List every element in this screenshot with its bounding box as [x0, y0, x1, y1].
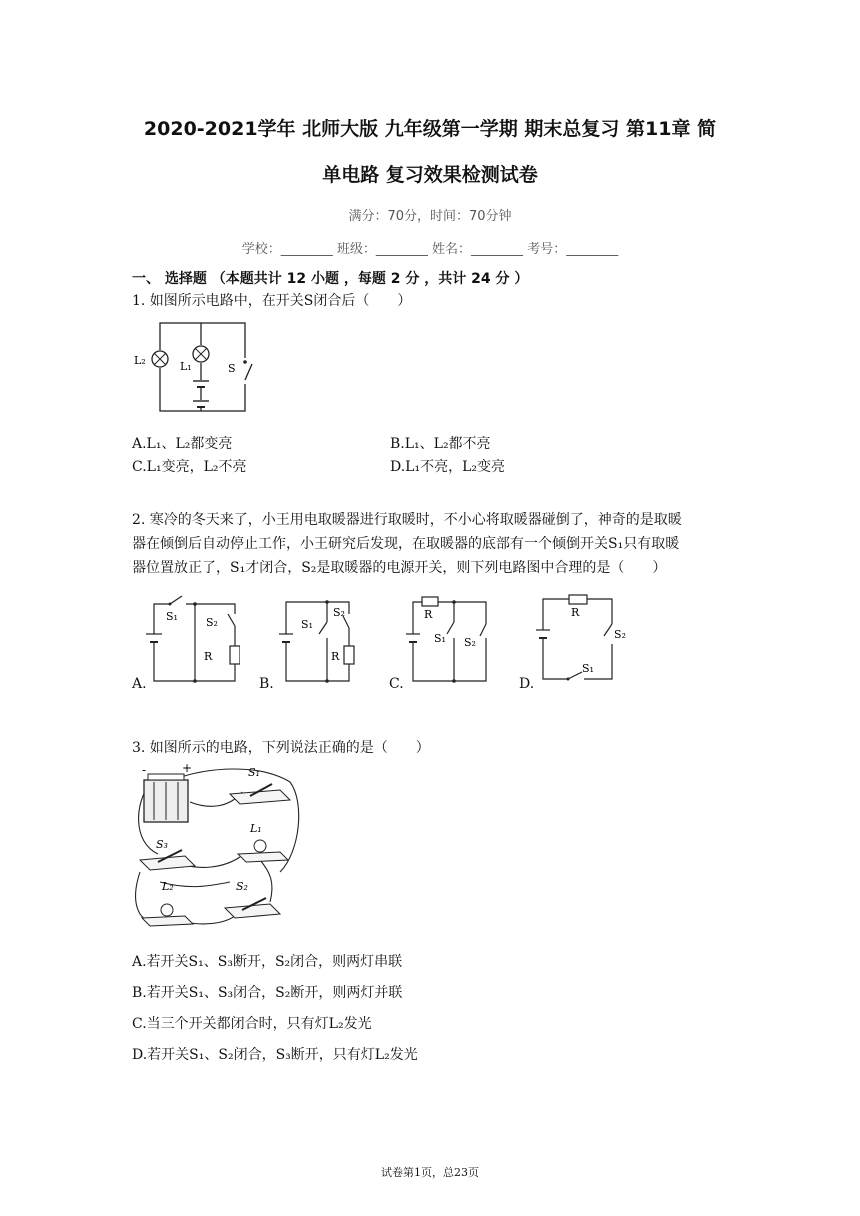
q2-label-b[interactable]: B.	[259, 676, 274, 692]
switch-s3-icon	[140, 850, 195, 870]
label-l1: L₁	[180, 360, 192, 373]
score-time: 满分：70分，时间：70分钟	[348, 209, 512, 224]
q2-figure-a	[140, 594, 240, 688]
svg-text:R: R	[204, 650, 213, 663]
svg-text:S₁: S₁	[248, 766, 260, 779]
lamp-l2-icon	[142, 904, 193, 926]
q2-figure-c	[404, 594, 494, 688]
svg-text:L₂: L₂	[162, 880, 174, 893]
lamp-l1-icon	[238, 840, 288, 862]
lamp-l1-icon	[192, 345, 210, 363]
q1-option-a[interactable]: A.L₁、L₂都变亮	[132, 436, 233, 452]
student-fields: 学校：________ 班级：________ 姓名：________ 考号：________	[241, 242, 619, 257]
label-l2: L₂	[134, 354, 146, 367]
q3-physical-circuit-figure	[130, 762, 305, 934]
svg-text:S₁: S₁	[166, 610, 178, 623]
section-heading: 一、 选择题 （本题共计 12 小题 ，每题 2 分 ，共计 24 分 ）	[132, 271, 529, 287]
svg-text:S₁: S₁	[434, 632, 446, 645]
switch-s2-icon	[225, 898, 280, 918]
q2-line2: 器在倾倒后自动停止工作，小王研究后发现，在取暖器的底部有一个倾倒开关S₁只有取暖	[132, 536, 680, 552]
svg-text:S₂: S₂	[206, 616, 218, 629]
q1-circuit-figure	[132, 318, 262, 418]
q2-figure-d	[534, 594, 634, 688]
svg-text:S₂: S₂	[464, 636, 476, 649]
q3-prompt: 3. 如图所示的电路，下列说法正确的是（ ）	[132, 740, 430, 756]
svg-text:R: R	[571, 606, 580, 619]
svg-text:R: R	[331, 650, 340, 663]
doc-title-line2: 单电路 复习效果检测试卷	[322, 164, 538, 186]
switch-s-icon	[238, 358, 252, 384]
q2-line1: 2. 寒冷的冬天来了，小王用电取暖器进行取暖时，不小心将取暖器碰倒了，神奇的是取暖	[132, 512, 682, 528]
q2-label-a[interactable]: A.	[132, 676, 147, 692]
switch-s1-icon	[230, 784, 290, 804]
q1-option-d[interactable]: D.L₁不亮，L₂变亮	[390, 459, 505, 475]
label-s: S	[228, 362, 236, 375]
battery-pack-icon	[144, 774, 188, 822]
q3-option-a[interactable]: A.若开关S₁、S₃断开，S₂闭合，则两灯串联	[132, 954, 403, 970]
page-footer: 试卷第1页，总23页	[381, 1166, 479, 1179]
q1-option-c[interactable]: C.L₁变亮，L₂不亮	[132, 459, 247, 475]
svg-text:+: +	[182, 762, 193, 775]
q2-figure-b	[277, 594, 357, 688]
svg-text:R: R	[424, 608, 433, 621]
q2-line3: 器位置放正了，S₁才闭合，S₂是取暖器的电源开关，则下列电路图中合理的是（ ）	[132, 560, 667, 576]
svg-text:-: -	[142, 763, 147, 777]
q1-option-b[interactable]: B.L₁、L₂都不亮	[390, 436, 491, 452]
q2-label-c[interactable]: C.	[389, 676, 404, 692]
svg-text:S₂: S₂	[614, 628, 626, 641]
q1-prompt: 1. 如图所示电路中，在开关S闭合后（ ）	[132, 293, 412, 309]
svg-text:S₂: S₂	[236, 880, 248, 893]
svg-text:L₁: L₁	[250, 822, 262, 835]
q3-option-b[interactable]: B.若开关S₁、S₃闭合，S₂断开，则两灯并联	[132, 985, 403, 1001]
svg-text:S₁: S₁	[301, 618, 313, 631]
lamp-l2-icon	[151, 350, 169, 368]
doc-title-line1: 2020-2021学年 北师大版 九年级第一学期 期末总复习 第11章 简	[143, 118, 717, 140]
svg-text:S₂: S₂	[333, 606, 345, 619]
q2-label-d[interactable]: D.	[519, 676, 535, 692]
q3-option-d[interactable]: D.若开关S₁、S₂闭合，S₃断开，只有灯L₂发光	[132, 1047, 418, 1063]
svg-text:S₁: S₁	[582, 662, 594, 675]
q3-option-c[interactable]: C.当三个开关都闭合时，只有灯L₂发光	[132, 1016, 372, 1032]
svg-text:S₃: S₃	[156, 838, 168, 851]
